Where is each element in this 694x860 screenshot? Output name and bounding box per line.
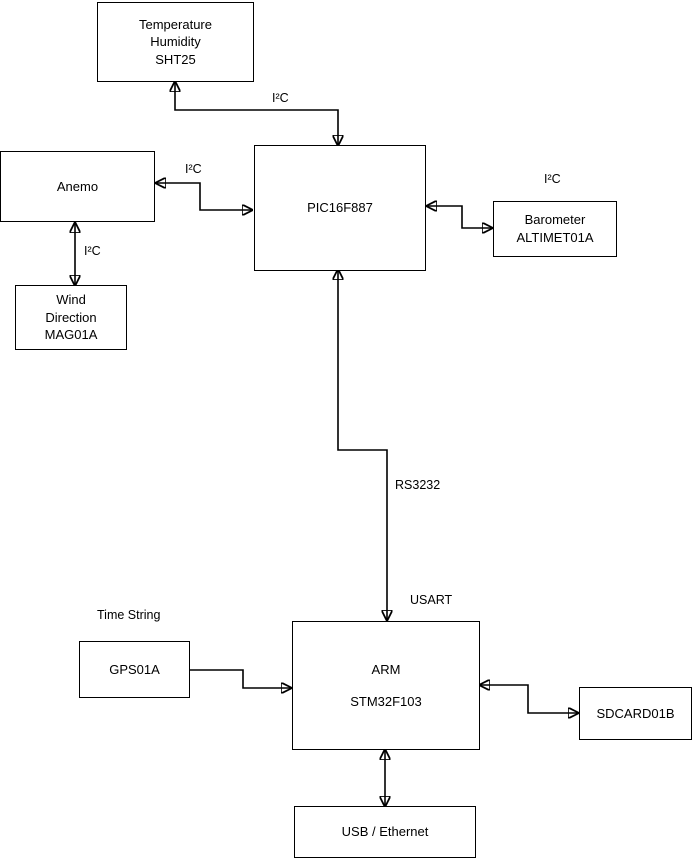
node-line: Wind — [56, 292, 86, 308]
node-line: PIC16F887 — [307, 200, 373, 216]
node-gps01a[interactable] — [79, 641, 190, 698]
node-line: STM32F103 — [350, 693, 422, 709]
edge-label-i2c-anemo: I²C — [185, 162, 202, 176]
node-anemo[interactable] — [0, 151, 155, 222]
edge-label-rs3232: RS3232 — [395, 478, 441, 492]
node-barometer-altimet01a[interactable] — [493, 201, 617, 257]
node-temperature-humidity-sht25[interactable] — [97, 2, 254, 82]
node-line: Anemo — [56, 178, 99, 194]
wire-gps-to-arm — [190, 670, 291, 688]
node-line: ALTIMET01A — [516, 230, 594, 245]
node-pic16f887[interactable] — [254, 145, 426, 271]
edge-label-i2c-sht25: I²C — [272, 91, 289, 105]
wire-pic-to-arm — [338, 270, 387, 620]
wire-arm-to-sdcard — [480, 685, 578, 713]
node-usb-ethernet[interactable] — [294, 806, 476, 858]
node-line: Direction — [45, 309, 97, 325]
wire-anemo-to-pic — [156, 183, 252, 210]
edge-label-time-string: Time String — [97, 608, 161, 622]
node-sdcard01b[interactable] — [579, 687, 692, 740]
node-line: USB / Ethernet — [341, 824, 429, 840]
node-line: SHT25 — [155, 51, 196, 67]
node-line: Barometer — [524, 212, 586, 228]
edge-label-i2c-barometer: I²C — [544, 172, 561, 186]
edge-label-i2c-mag01a: I²C — [84, 244, 101, 258]
node-wind-direction-mag01a[interactable] — [15, 285, 127, 350]
node-line: Temperature — [139, 16, 212, 32]
wire-pic-to-barometer — [427, 206, 492, 228]
node-line: Humidity — [150, 34, 201, 50]
node-line: GPS01A — [109, 661, 160, 677]
node-arm-stm32f103[interactable] — [292, 621, 480, 750]
node-line: SDCARD01B — [596, 705, 675, 721]
edge-label-usart: USART — [410, 593, 453, 607]
node-line: ARM — [371, 661, 401, 677]
wire-pic-to-sht25 — [175, 82, 338, 145]
node-line: MAG01A — [44, 327, 98, 343]
